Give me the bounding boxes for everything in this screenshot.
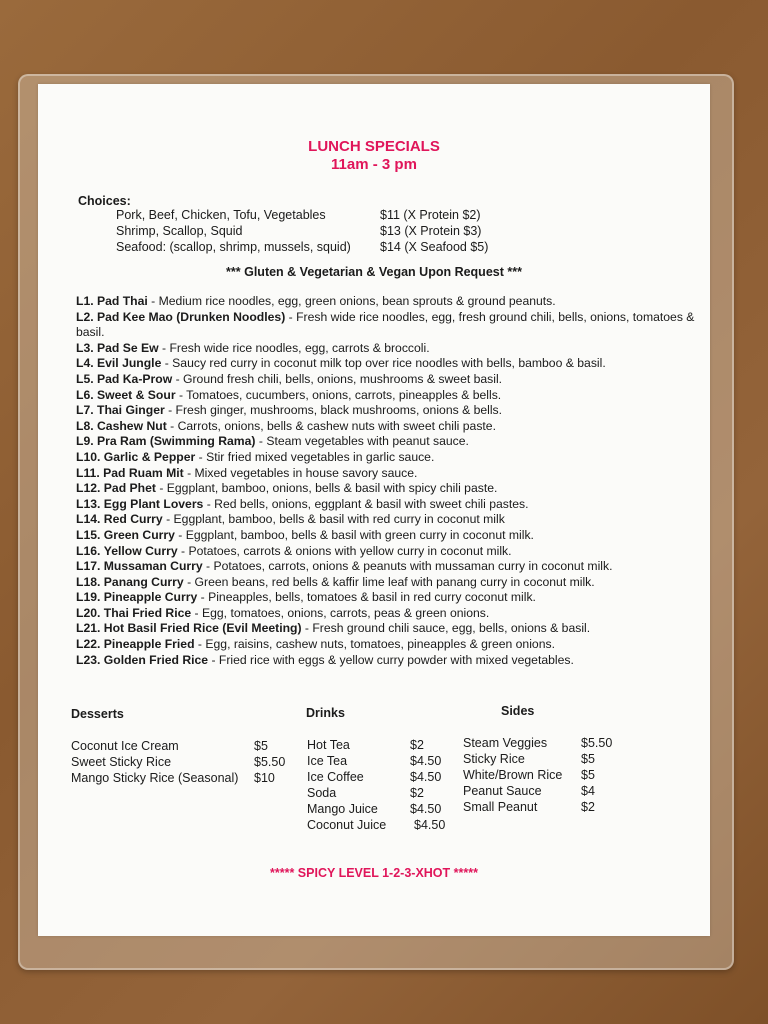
menu-item: L11. Pad Ruam Mit - Mixed vegetables in house savory sauce.	[76, 465, 418, 480]
menu-item: L14. Red Curry - Eggplant, bamboo, bells & basil with red curry in coconut milk	[76, 512, 505, 527]
drink-name: Soda	[307, 786, 337, 800]
side-price: $5	[581, 768, 595, 782]
drink-price: $2	[410, 738, 424, 752]
drink-price: $4.50	[410, 802, 442, 816]
drink-name: Hot Tea	[307, 738, 350, 752]
lunch-items-list	[76, 294, 696, 668]
side-name: Small Peanut	[463, 800, 538, 814]
menu-item: L13. Egg Plant Lovers - Red bells, onions, eggplant & basil with sweet chili pastes.	[76, 496, 529, 511]
menu-item: L5. Pad Ka-Prow - Ground fresh chili, bells, onions, mushrooms & sweet basil.	[76, 371, 503, 386]
drink-price: $4.50	[410, 754, 442, 768]
menu-item: L3. Pad Se Ew - Fresh wide rice noodles, egg, carrots & broccoli.	[76, 340, 430, 355]
side-name: Peanut Sauce	[463, 784, 542, 798]
menu-item: L15. Green Curry - Eggplant, bamboo, bells & basil with green curry in coconut milk.	[76, 527, 534, 542]
choice-desc: Shrimp, Scallop, Squid	[116, 224, 243, 238]
menu-item: L8. Cashew Nut - Carrots, onions, bells & cashew nuts with sweet chili paste.	[76, 418, 496, 433]
menu-item: L1. Pad Thai - Medium rice noodles, egg, green onions, bean sprouts & ground peanuts.	[76, 294, 556, 308]
side-price: $5	[581, 752, 595, 766]
menu-item: L4. Evil Jungle - Saucy red curry in coconut milk top over rice noodles with bells, bamboo & basil.	[76, 356, 606, 371]
spicy-level-note: ***** SPICY LEVEL 1-2-3-XHOT *****	[270, 866, 478, 880]
menu-hours: 11am - 3 pm	[331, 156, 417, 173]
dessert-price: $5.50	[254, 755, 286, 769]
menu-item: L21. Hot Basil Fried Rice (Evil Meeting) - Fresh ground chili sauce, egg, bells, onions & basil.	[76, 621, 591, 636]
menu-item: L7. Thai Ginger - Fresh ginger, mushrooms, black mushrooms, onions & bells.	[76, 403, 503, 418]
menu-item: L17. Mussaman Curry - Potatoes, carrots, onions & peanuts with mussaman curry in coconut milk.	[76, 559, 613, 574]
menu-item: L9. Pra Ram (Swimming Rama) - Steam vegetables with peanut sauce.	[76, 434, 469, 449]
drinks-heading: Drinks	[306, 706, 345, 720]
drink-name: Mango Juice	[307, 802, 378, 816]
side-price: $5.50	[581, 736, 613, 750]
menu-page	[38, 84, 710, 936]
menu-item: L23. Golden Fried Rice - Fried rice with eggs & yellow curry powder with mixed vegetables.	[76, 652, 574, 667]
side-name: White/Brown Rice	[463, 768, 563, 782]
menu-item: L6. Sweet & Sour - Tomatoes, cucumbers, onions, carrots, pineapples & bells.	[76, 387, 502, 402]
drink-name: Ice Tea	[307, 754, 348, 768]
menu-item: L22. Pineapple Fried - Egg, raisins, cashew nuts, tomatoes, pineapples & green onions.	[76, 637, 555, 652]
menu-item: L18. Panang Curry - Green beans, red bells & kaffir lime leaf with panang curry in coconut milk.	[76, 574, 595, 589]
dessert-name: Sweet Sticky Rice	[71, 755, 172, 769]
dessert-name: Mango Sticky Rice (Seasonal)	[71, 771, 239, 785]
dessert-price: $5	[254, 739, 268, 753]
drink-price: $4.50	[414, 818, 446, 832]
drink-price: $2	[410, 786, 424, 800]
drink-price: $4.50	[410, 770, 442, 784]
dietary-request-note: *** Gluten & Vegetarian & Vegan Upon Request ***	[226, 265, 522, 279]
desserts-heading: Desserts	[71, 707, 124, 721]
choice-price: $13 (X Protein $3)	[380, 224, 482, 238]
menu-item: L20. Thai Fried Rice - Egg, tomatoes, onions, carrots, peas & green onions.	[76, 605, 490, 620]
menu-item: L12. Pad Phet - Eggplant, bamboo, onions, bells & basil with spicy chili paste.	[76, 481, 498, 496]
dessert-price: $10	[254, 771, 275, 785]
choice-desc: Pork, Beef, Chicken, Tofu, Vegetables	[116, 208, 326, 222]
menu-item: L16. Yellow Curry - Potatoes, carrots & onions with yellow curry in coconut milk.	[76, 543, 512, 558]
side-price: $4	[581, 784, 595, 798]
menu-item: L10. Garlic & Pepper - Stir fried mixed vegetables in garlic sauce.	[76, 449, 435, 464]
choice-desc: Seafood: (scallop, shrimp, mussels, squid)	[116, 240, 351, 254]
choice-price: $11 (X Protein $2)	[380, 208, 481, 222]
choice-price: $14 (X Seafood $5)	[380, 240, 489, 254]
side-price: $2	[581, 800, 595, 814]
drink-name: Coconut Juice	[307, 818, 387, 832]
side-name: Steam Veggies	[463, 736, 548, 750]
menu-title: LUNCH SPECIALS	[308, 138, 440, 155]
drink-name: Ice Coffee	[307, 770, 364, 784]
menu-item: L2. Pad Kee Mao (Drunken Noodles) - Fresh wide rice noodles, egg, fresh ground chili, bells, onions, tomatoes & basil.	[76, 309, 695, 340]
side-name: Sticky Rice	[463, 752, 525, 766]
dessert-name: Coconut Ice Cream	[71, 739, 179, 753]
sides-heading: Sides	[501, 704, 535, 718]
choices-label: Choices:	[78, 194, 131, 208]
menu-item: L19. Pineapple Curry - Pineapples, bells, tomatoes & basil in red curry coconut milk.	[76, 590, 536, 605]
